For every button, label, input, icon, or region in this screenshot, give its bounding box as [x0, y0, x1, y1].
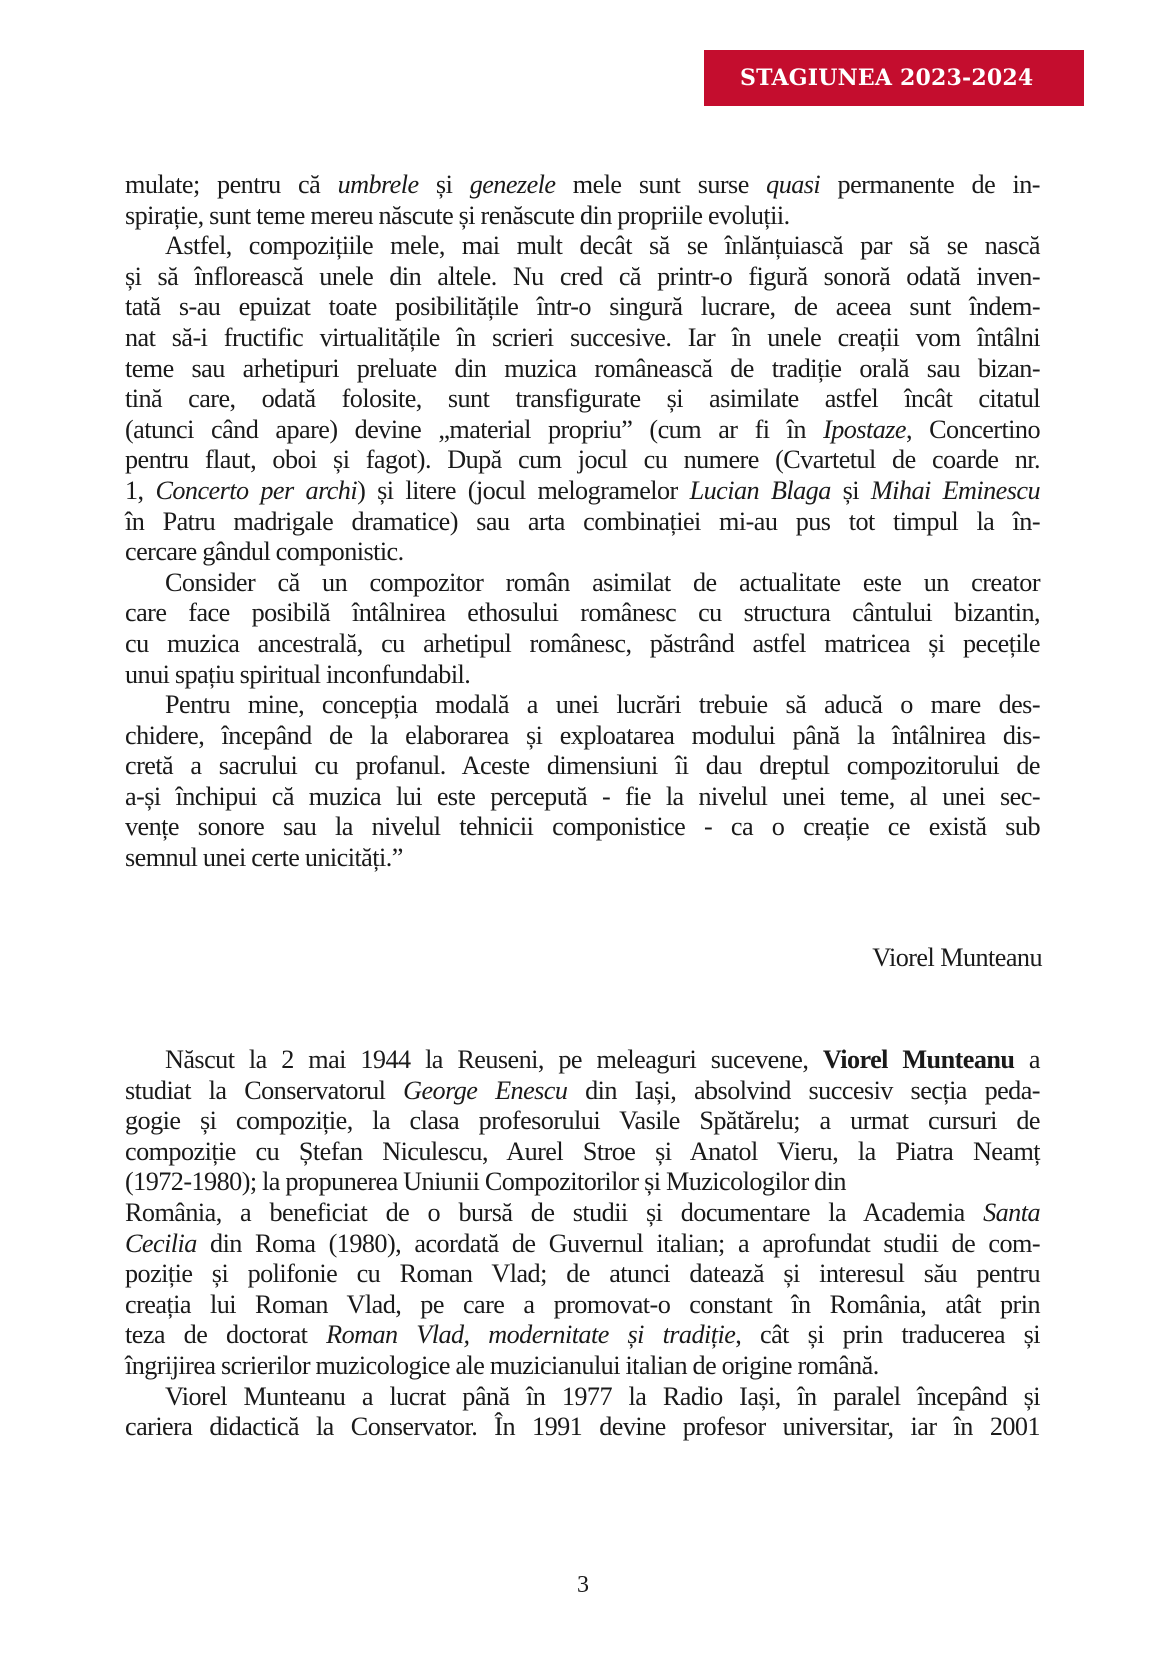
essay-line: Pentru mine, concepția modală a unei lucrări trebuie să aducă o mare des- — [165, 690, 1040, 720]
italic-title: Ipostaze — [823, 414, 906, 444]
essay-line: a-și închipui că muzica lui este percepută - fie la nivelul unei teme, al unei sec- — [125, 781, 1040, 811]
italic-title: Santa — [983, 1197, 1040, 1227]
season-badge-label: STAGIUNEA 2023-2024 — [740, 65, 1034, 91]
italic-title: Lucian Blaga — [689, 475, 831, 505]
bio-line: teza de doctorat Roman Vlad, modernitate și tradiție, cât și prin traducerea și — [125, 1320, 1040, 1350]
italic-title: Roman Vlad, modernitate și tradiție — [326, 1320, 736, 1350]
essay-line: spirație, sunt teme mereu născute și renăscute din propriile evoluții. — [125, 200, 790, 230]
essay-line: care face posibilă întâlnirea ethosului românesc cu structura cântului bizantin, — [125, 598, 1040, 628]
bio-line: creația lui Roman Vlad, pe care a promovat-o constant în România, atât prin — [125, 1289, 1040, 1319]
bio-line: studiat la Conservatorul George Enescu din Iași, absolvind succesiv secția peda- — [125, 1075, 1040, 1105]
essay-line: (atunci când apare) devine „material propriu” (cum ar fi în Ipostaze, Concertino — [125, 414, 1041, 444]
author-signature: Viorel Munteanu — [872, 943, 1042, 972]
italic-title: umbrele — [337, 170, 419, 199]
essay-line: vențe sonore sau la nivelul tehnicii componistice - ca o creație ce există sub — [125, 812, 1040, 842]
essay-line: cu muzica ancestrală, cu arhetipul românesc, păstrând astfel matricea și pecețile — [125, 628, 1040, 658]
essay-line: unui spațiu spiritual inconfundabil. — [125, 659, 471, 689]
season-badge — [704, 50, 1084, 106]
essay-line: mulate; pentru că umbrele și genezele mele sunt surse quasi permanente de in- — [125, 170, 1040, 199]
italic-title: Concerto per archi — [155, 475, 358, 505]
essay-line: tată s-au epuizat toate posibilitățile într-o singură lucrare, de aceea sunt îndem- — [125, 292, 1040, 322]
essay-line: pentru flaut, oboi și fagot). După cum jocul cu numere (Cvartetul de coarde nr. — [125, 445, 1040, 475]
bio-line: îngrijirea scrierilor muzicologice ale muzicianului italian de origine română. — [125, 1350, 879, 1380]
bold-name: Viorel Munteanu — [822, 1045, 1015, 1074]
bio-line: gogie și compoziție, la clasa profesorului Vasile Spătărelu; a urmat cursuri de — [125, 1106, 1040, 1136]
essay-line: și să înflorească unele din altele. Nu cred că printr-o figură sonoră odată inven- — [125, 261, 1040, 291]
bio-line: Cecilia din Roma (1980), acordată de Guvernul italian; a aprofundat studii de com- — [125, 1228, 1040, 1258]
essay-line: chidere, începând de la elaborarea și exploatarea modului până la întâlnirea dis- — [125, 720, 1040, 750]
bio-line: România, a beneficiat de o bursă de studii și documentare la Academia Santa — [125, 1197, 1040, 1227]
essay-line: tină care, odată folosite, sunt transfigurate și asimilate astfel încât citatul — [125, 384, 1040, 414]
page-number: 3 — [577, 1572, 589, 1598]
essay-line: Astfel, compozițiile mele, mai mult decât să se înlănțuiască par să se nască — [165, 231, 1040, 261]
essay-line: Consider că un compozitor român asimilat de actualitate este un creator — [165, 567, 1040, 597]
bio-line: (1972-1980); la propunerea Uniunii Compozitorilor și Muzicologilor din — [125, 1167, 846, 1197]
essay-line: semnul unei certe unicități.” — [125, 843, 403, 873]
italic-title: quasi — [766, 170, 821, 199]
essay-line: teme sau arhetipuri preluate din muzica românească de tradiție orală sau bizan- — [125, 353, 1040, 383]
italic-title: Mihai Eminescu — [870, 475, 1041, 505]
essay-line: 1, Concerto per archi) și litere (jocul melogramelor Lucian Blaga și Mihai Eminescu — [125, 475, 1041, 505]
bio-line: cariera didactică la Conservator. În 1991 devine profesor universitar, iar în 2001 — [125, 1412, 1040, 1442]
bio-line: compoziție cu Ștefan Niculescu, Aurel Stroe și Anatol Vieru, la Piatra Neamț — [125, 1136, 1040, 1166]
essay-line: nat să-i fructific virtualitățile în scrieri succesive. Iar în unele creații vom întâlni — [125, 322, 1040, 352]
essay-line: cercare gândul componistic. — [125, 537, 404, 567]
composer-biography — [125, 1045, 1040, 1443]
italic-title: genezele — [469, 170, 556, 199]
italic-title: George Enescu — [403, 1075, 568, 1105]
bio-line: Născut la 2 mai 1944 la Reuseni, pe meleaguri sucevene, Viorel Munteanu a — [165, 1045, 1040, 1074]
italic-title: Cecilia — [125, 1228, 197, 1258]
essay-line: cretă a sacrului cu profanul. Aceste dimensiuni îi dau dreptul compozitorului de — [125, 751, 1040, 781]
essay-line: în Patru madrigale dramatice) sau arta combinației mi-au pus tot timpul la în- — [125, 506, 1040, 536]
essay-quote — [125, 170, 1040, 874]
bio-line: Viorel Munteanu a lucrat până în 1977 la Radio Iași, în paralel începând și — [165, 1381, 1040, 1411]
bio-line: poziție și polifonie cu Roman Vlad; de atunci datează și interesul său pentru — [125, 1259, 1040, 1289]
